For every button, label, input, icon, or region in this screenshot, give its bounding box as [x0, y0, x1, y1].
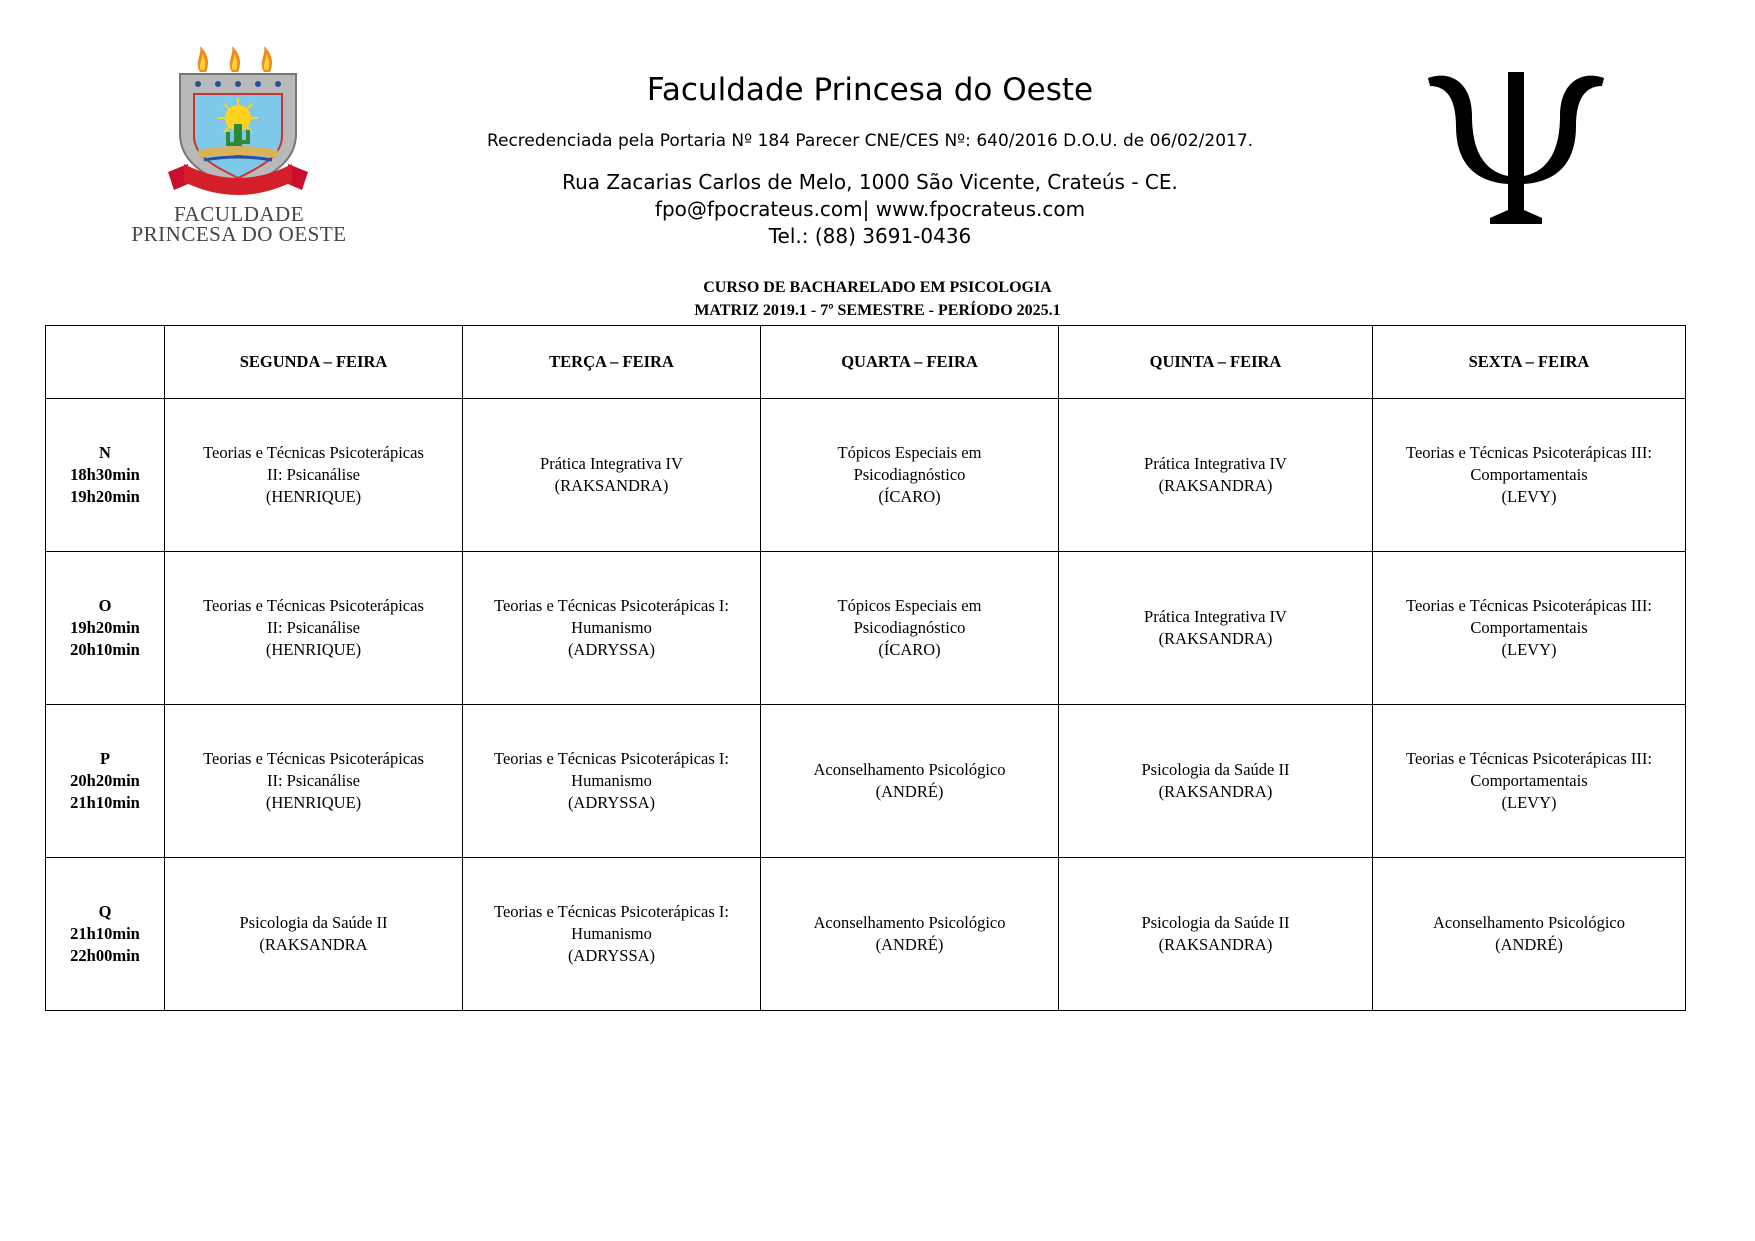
- contact-text: fpo@fpocrateus.com| www.fpocrateus.com: [654, 197, 1086, 221]
- teacher-name: (RAKSANDRA): [554, 476, 669, 495]
- teacher-name: (RAKSANDRA): [1158, 476, 1273, 495]
- class-cell: [165, 858, 463, 1011]
- subject-line: Comportamentais: [1470, 771, 1588, 790]
- teacher-name: (LEVY): [1501, 793, 1557, 812]
- subject-line: Tópicos Especiais em: [837, 443, 982, 462]
- subject-line: Humanismo: [571, 924, 652, 943]
- subject-line: Teorias e Técnicas Psicoterápicas: [203, 596, 424, 615]
- subject-line: Humanismo: [571, 771, 652, 790]
- logo-caption-line1: FACULDADE: [173, 202, 305, 226]
- coat-of-arms-icon: [168, 44, 308, 204]
- subject-line: Psicologia da Saúde II: [1141, 913, 1290, 932]
- slot-time: 19h20min: [70, 487, 140, 506]
- class-cell: [1373, 552, 1686, 705]
- teacher-name: (ANDRÉ): [875, 935, 944, 954]
- class-cell: [463, 858, 761, 1011]
- slot-code: O: [98, 596, 112, 615]
- time-slot-cell: [46, 858, 165, 1011]
- flames-icon: [198, 46, 272, 72]
- institution-name: Faculdade Princesa do Oeste: [646, 72, 1094, 108]
- class-cell: [1059, 858, 1373, 1011]
- teacher-name: (HENRIQUE): [265, 793, 362, 812]
- subject-line: Teorias e Técnicas Psicoterápicas III:: [1406, 443, 1652, 462]
- address-text: Rua Zacarias Carlos de Melo, 1000 São Vicente, Crateús - CE.: [562, 170, 1178, 194]
- subject-line: Aconselhamento Psicológico: [813, 760, 1006, 779]
- subject-line: Teorias e Técnicas Psicoterápicas III:: [1406, 749, 1652, 768]
- teacher-name: (RAKSANDRA): [1158, 629, 1273, 648]
- slot-time: 19h20min: [70, 618, 140, 637]
- teacher-name: (ADRYSSA): [567, 946, 656, 965]
- teacher-name: (ANDRÉ): [1495, 935, 1563, 954]
- teacher-name: (HENRIQUE): [265, 640, 362, 659]
- teacher-name: (HENRIQUE): [265, 487, 362, 506]
- accreditation-text: Recredenciada pela Portaria Nº 184 Parecer CNE/CES Nº: 640/2016 D.O.U. de 06/02/2017.: [486, 131, 1254, 151]
- table-row: [46, 705, 1686, 858]
- class-cell: [463, 552, 761, 705]
- schedule-table: [45, 325, 1686, 1011]
- subject-line: II: Psicanálise: [266, 771, 360, 790]
- subject-line: Teorias e Técnicas Psicoterápicas III:: [1406, 596, 1652, 615]
- teacher-name: (RAKSANDRA: [259, 935, 368, 954]
- subject-line: II: Psicanálise: [266, 618, 360, 637]
- class-cell: [1373, 858, 1686, 1011]
- table-row: [46, 552, 1686, 705]
- course-period: MATRIZ 2019.1 - 7º SEMESTRE - PERÍODO 2025.1: [694, 302, 1061, 319]
- subject-line: Teorias e Técnicas Psicoterápicas: [203, 443, 424, 462]
- institution-header: [470, 72, 1270, 248]
- slot-time: 20h20min: [70, 771, 140, 790]
- class-cell: [165, 705, 463, 858]
- subject-line: Prática Integrativa IV: [1144, 454, 1287, 473]
- subject-line: Prática Integrativa IV: [1144, 607, 1287, 626]
- subject-line: Teorias e Técnicas Psicoterápicas I:: [494, 596, 729, 615]
- class-cell: [1059, 399, 1373, 552]
- teacher-name: (ÍCARO): [878, 487, 941, 506]
- time-slot-cell: [46, 705, 165, 858]
- corner-cell: [46, 326, 165, 399]
- subject-line: Aconselhamento Psicológico: [1432, 913, 1625, 932]
- class-cell: [165, 552, 463, 705]
- subject-line: Comportamentais: [1470, 465, 1588, 484]
- subject-line: Prática Integrativa IV: [540, 454, 683, 473]
- slot-time: 21h10min: [70, 793, 140, 812]
- slot-code: P: [99, 749, 111, 768]
- class-cell: [165, 399, 463, 552]
- day-header: SEXTA – FEIRA: [1373, 326, 1686, 399]
- table-row: [46, 399, 1686, 552]
- subject-line: Psicodiagnóstico: [853, 465, 966, 484]
- teacher-name: (RAKSANDRA): [1158, 935, 1273, 954]
- class-cell: [1373, 399, 1686, 552]
- class-cell: [761, 858, 1059, 1011]
- teacher-name: (ADRYSSA): [567, 640, 656, 659]
- teacher-name: (ANDRÉ): [875, 782, 944, 801]
- course-title: CURSO DE BACHARELADO EM PSICOLOGIA: [703, 279, 1052, 296]
- teacher-name: (LEVY): [1501, 640, 1557, 659]
- phone-text: Tel.: (88) 3691-0436: [768, 224, 972, 248]
- class-cell: [761, 399, 1059, 552]
- slot-time: 22h00min: [70, 946, 140, 965]
- class-cell: [761, 552, 1059, 705]
- teacher-name: (RAKSANDRA): [1158, 782, 1273, 801]
- subject-line: Teorias e Técnicas Psicoterápicas I:: [494, 902, 729, 921]
- day-header: TERÇA – FEIRA: [463, 326, 761, 399]
- day-header: QUARTA – FEIRA: [761, 326, 1059, 399]
- subject-line: Psicologia da Saúde II: [1141, 760, 1290, 779]
- subject-line: Humanismo: [571, 618, 652, 637]
- subject-line: Comportamentais: [1470, 618, 1588, 637]
- teacher-name: (ÍCARO): [878, 640, 941, 659]
- class-cell: [761, 705, 1059, 858]
- slot-time: 20h10min: [70, 640, 140, 659]
- subject-line: Aconselhamento Psicológico: [813, 913, 1006, 932]
- table-header-row: [46, 326, 1686, 399]
- class-cell: [1373, 705, 1686, 858]
- subject-line: Tópicos Especiais em: [837, 596, 982, 615]
- teacher-name: (ADRYSSA): [567, 793, 656, 812]
- day-header: SEGUNDA – FEIRA: [165, 326, 463, 399]
- institution-logo: [128, 44, 350, 244]
- day-header: QUINTA – FEIRA: [1059, 326, 1373, 399]
- subject-line: Teorias e Técnicas Psicoterápicas I:: [494, 749, 729, 768]
- slot-code: Q: [98, 902, 112, 921]
- class-cell: [1059, 705, 1373, 858]
- time-slot-cell: [46, 399, 165, 552]
- slot-code: N: [99, 443, 111, 462]
- time-slot-cell: [46, 552, 165, 705]
- slot-time: 21h10min: [70, 924, 140, 943]
- class-cell: [1059, 552, 1373, 705]
- table-row: [46, 858, 1686, 1011]
- teacher-name: (LEVY): [1501, 487, 1557, 506]
- class-cell: [463, 399, 761, 552]
- slot-time: 18h30min: [70, 465, 140, 484]
- class-cell: [463, 705, 761, 858]
- subject-line: II: Psicanálise: [266, 465, 360, 484]
- subject-line: Teorias e Técnicas Psicoterápicas: [203, 749, 424, 768]
- subject-line: Psicodiagnóstico: [853, 618, 966, 637]
- psi-icon: [1428, 72, 1604, 232]
- logo-caption-line2: PRINCESA DO OESTE: [131, 222, 347, 246]
- subject-line: Psicologia da Saúde II: [239, 913, 388, 932]
